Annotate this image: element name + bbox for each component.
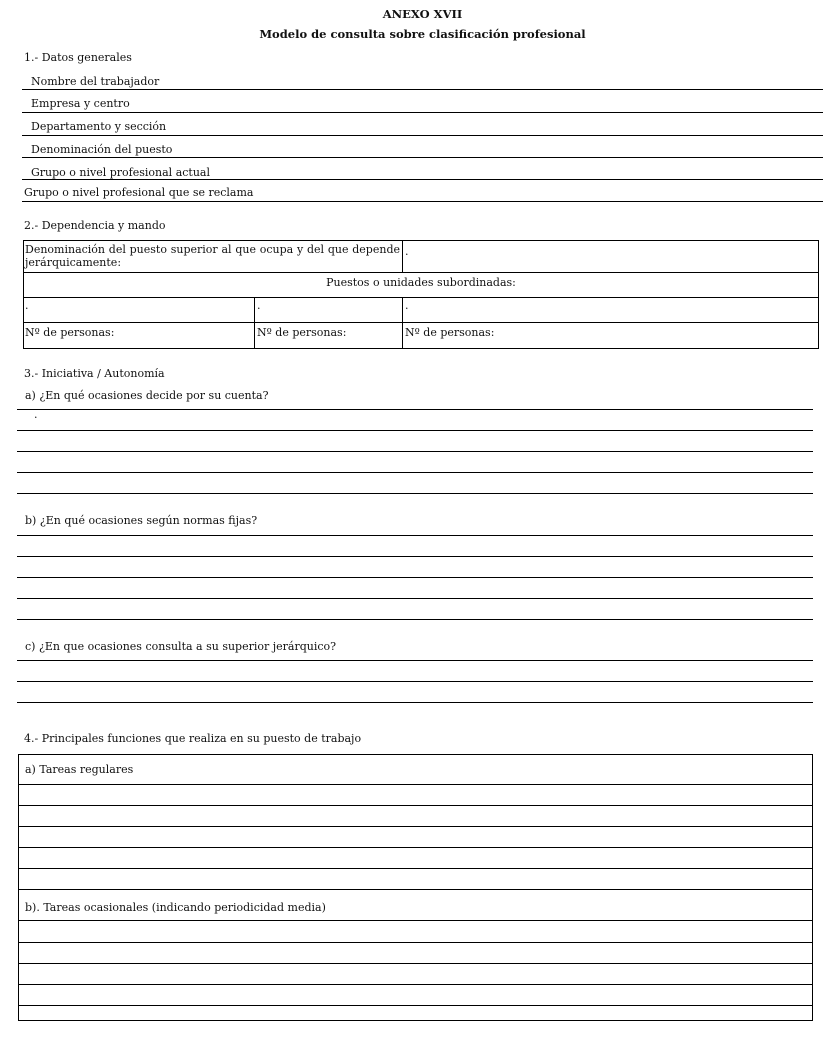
section-4-heading: 4.- Principales funciones que realiza en su puesto de trabajo bbox=[24, 732, 362, 745]
question-c: c) ¿En que ocasiones consulta a su superior jerárquico? bbox=[25, 640, 337, 653]
unit-3-value[interactable]: . bbox=[405, 299, 409, 312]
field-company-label: Empresa y centro bbox=[31, 97, 130, 110]
regular-tasks-label: a) Tareas regulares bbox=[25, 763, 134, 776]
superior-position-label: Denominación del puesto superior al que ocupa y del que depende jerárquicamente: bbox=[25, 243, 400, 269]
section-1-heading: 1.- Datos generales bbox=[24, 51, 132, 64]
unit-2-value[interactable]: . bbox=[257, 299, 261, 312]
unit-3-persons-label: Nº de personas: bbox=[405, 326, 495, 339]
field-worker-name-label: Nombre del trabajador bbox=[31, 75, 160, 88]
occasional-tasks-label: b). Tareas ocasionales (indicando periodicidad media) bbox=[25, 901, 326, 914]
superior-position-value[interactable]: . bbox=[405, 245, 409, 258]
question-a: a) ¿En qué ocasiones decide por su cuenta? bbox=[25, 389, 269, 402]
annex-number: ANEXO XVII bbox=[382, 7, 463, 21]
field-department-label: Departamento y sección bbox=[31, 120, 167, 133]
field-department-line[interactable] bbox=[22, 135, 823, 136]
answer-a-mark: . bbox=[34, 408, 38, 421]
question-b: b) ¿En qué ocasiones según normas fijas? bbox=[25, 514, 258, 527]
field-claimed-group-label: Grupo o nivel profesional que se reclama bbox=[24, 186, 254, 199]
document-title: Modelo de consulta sobre clasificación profesional bbox=[259, 27, 586, 41]
field-position-line[interactable] bbox=[22, 157, 823, 158]
field-current-group-line[interactable] bbox=[22, 179, 823, 180]
field-company-line[interactable] bbox=[22, 112, 823, 113]
field-position-label: Denominación del puesto bbox=[31, 143, 173, 156]
field-current-group-label: Grupo o nivel profesional actual bbox=[31, 166, 210, 179]
section-2-heading: 2.- Dependencia y mando bbox=[24, 219, 166, 232]
unit-1-persons-label: Nº de personas: bbox=[25, 326, 115, 339]
section-3-heading: 3.- Iniciativa / Autonomía bbox=[24, 367, 165, 380]
field-worker-name-line[interactable] bbox=[22, 89, 823, 90]
unit-1-value[interactable]: . bbox=[25, 299, 29, 312]
unit-2-persons-label: Nº de personas: bbox=[257, 326, 347, 339]
field-claimed-group-line[interactable] bbox=[22, 201, 823, 202]
subordinate-units-label: Puestos o unidades subordinadas: bbox=[326, 276, 516, 289]
